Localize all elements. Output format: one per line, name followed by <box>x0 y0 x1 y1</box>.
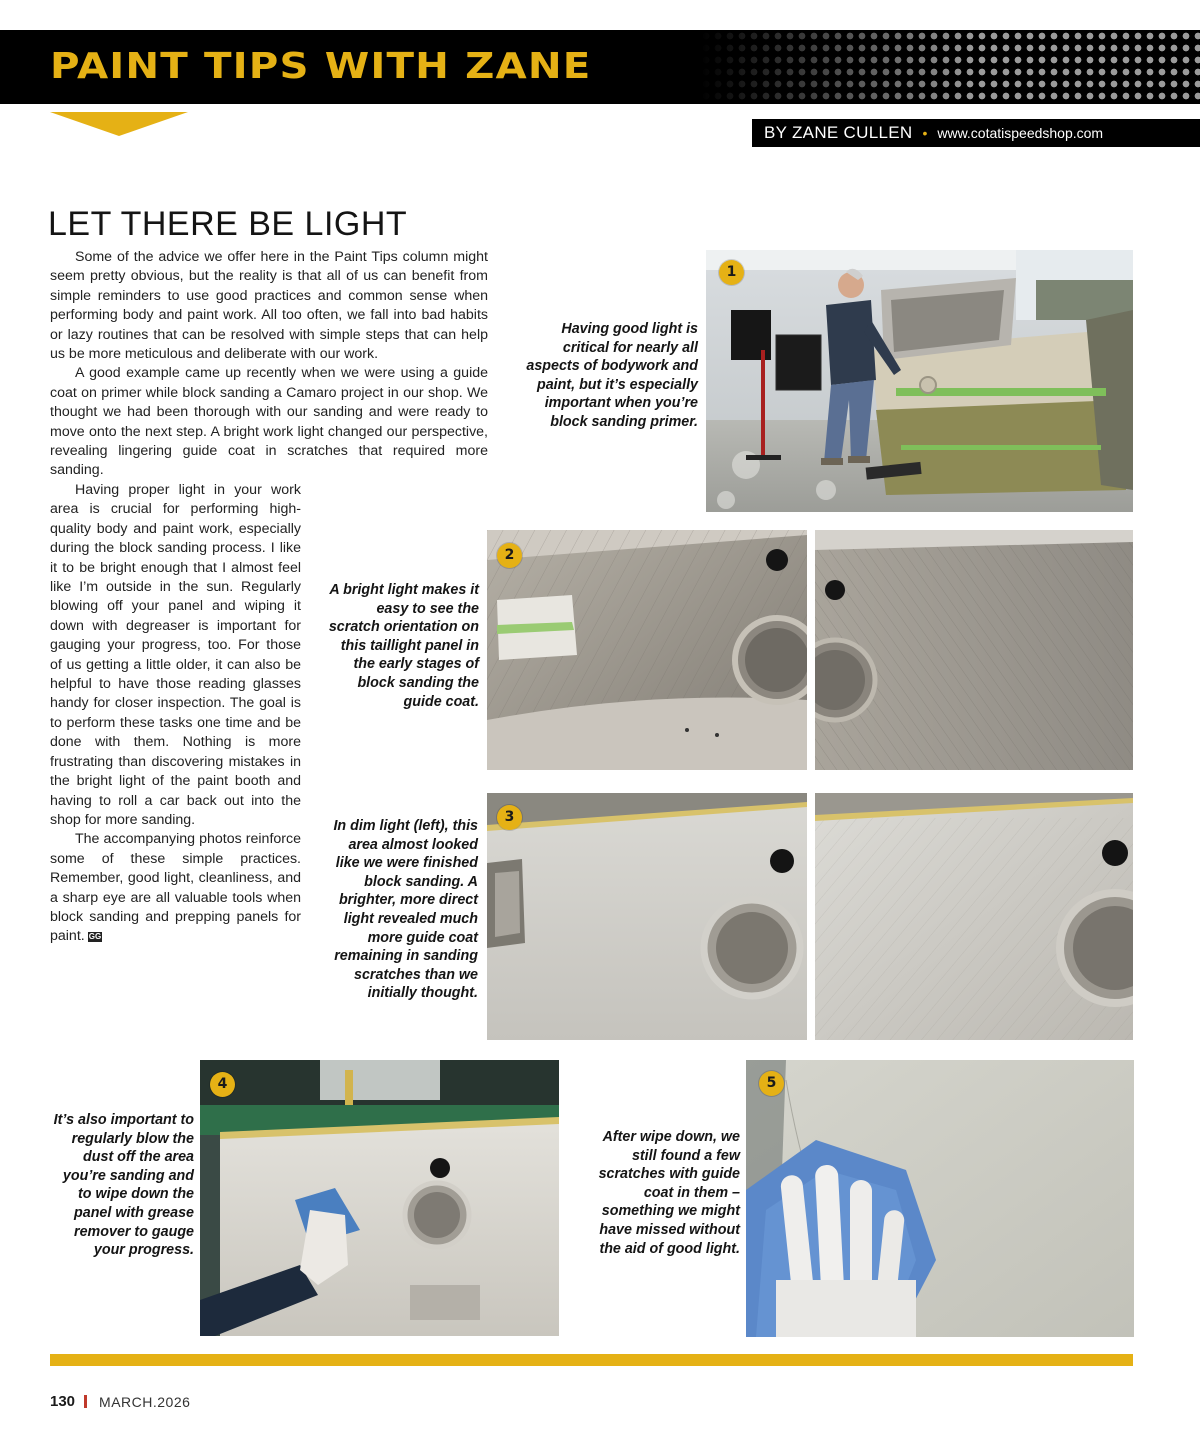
photo-badge: 2 <box>497 543 522 568</box>
body-paragraph: Having proper light in your work area is crucial for performing high-quality body and paint work, especially during the block sanding process. I like it to be bright enough that I almost feel like I’m outside in the sun. Regularly blowing off your panel and wiping it down with degreaser is important for gauging your progress, too. For those of us getting a little older, it can also be helpful to have those reading glasses handy for closer inspection. The goal is to perform these tasks one time and be done with them. Nothing is more frustrating than discovering mistakes in the bright light of the paint booth and having to roll a car back out into the shop for more sanding. <box>50 482 301 828</box>
page-footer <box>50 1393 190 1410</box>
photo-4-wiping-panel <box>200 1060 559 1336</box>
halftone-pattern <box>700 30 1200 104</box>
body-paragraph: A good example came up recently when we were using a guide coat on primer while block sanding a Camaro project in our shop. We thought we had been thorough with our sanding and were ready to move onto the next step. A bright work light changed our perspective, revealing lingering guide coat in scratches that required more sanding. <box>50 365 488 479</box>
photo-badge: 1 <box>719 260 744 285</box>
photo-2-left-taillight-panel <box>487 530 807 770</box>
footer-gold-rule <box>50 1354 1133 1366</box>
photo-badge: 5 <box>759 1071 784 1096</box>
body-column-wide <box>50 248 488 481</box>
page-number: 130 <box>50 1393 76 1410</box>
byline-author: BY ZANE CULLEN <box>764 123 913 142</box>
caption-4: It’s also important to regularly blow the dust off the area you’re sanding and to wipe down the panel with grease remover to gauge your progress. <box>53 1112 194 1259</box>
body-column-narrow <box>50 481 301 947</box>
article-title: LET THERE BE LIGHT <box>48 204 408 243</box>
photo-1-shop-scene <box>706 250 1133 512</box>
caption-3: In dim light (left), this area almost looked like we were finished block sanding. A brighter, more direct light revealed much more guide coat remaining in sanding scratches than we initially thought. <box>333 818 478 1002</box>
body-paragraph <box>50 830 301 946</box>
photo-2-right-taillight-panel <box>815 530 1133 770</box>
header-bar <box>0 30 1200 104</box>
caption-2: A bright light makes it easy to see the scratch orientation on this taillight panel in the early stages of block sanding the guide coat. <box>328 582 479 710</box>
caption-1: Having good light is critical for nearly all aspects of bodywork and paint, but it’s especially important when you’re block sanding primer. <box>526 321 698 430</box>
column-title: PAINT TIPS WITH ZANE <box>50 46 592 87</box>
photo-badge: 3 <box>497 805 522 830</box>
body-paragraph: Some of the advice we offer here in the Paint Tips column might seem pretty obvious, but the reality is that all of us can benefit from simple reminders to use good practices and common sense when performing body and paint work. All too often, we fall into bad habits or lazy routines that can be resolved with simple steps that can help us be more meticulous and deliberate with our work. <box>50 249 488 363</box>
footer-separator <box>84 1395 87 1408</box>
photo-badge: 4 <box>210 1072 235 1097</box>
triangle-accent <box>50 112 188 136</box>
byline-separator: • <box>922 125 928 141</box>
photo-5-gloved-hand-cloth <box>746 1060 1134 1337</box>
photo-3-right-bright-light <box>815 793 1133 1040</box>
caption-5: After wipe down, we still found a few scratches with guide coat in them – something we might have missed without the aid of good light. <box>598 1129 740 1257</box>
byline-url[interactable]: www.cotatispeedshop.com <box>937 125 1104 141</box>
byline-bar <box>752 119 1200 147</box>
end-mark-icon: GG <box>88 931 102 941</box>
body-paragraph-text: The accompanying photos reinforce some of these simple practices. Remember, good light, cleanliness, and a sharp eye are all valuable tools when block sanding and prepping panels for paint. <box>50 831 301 945</box>
issue-date: MARCH.2026 <box>99 1393 191 1410</box>
photo-3-left-dim-light <box>487 793 807 1040</box>
